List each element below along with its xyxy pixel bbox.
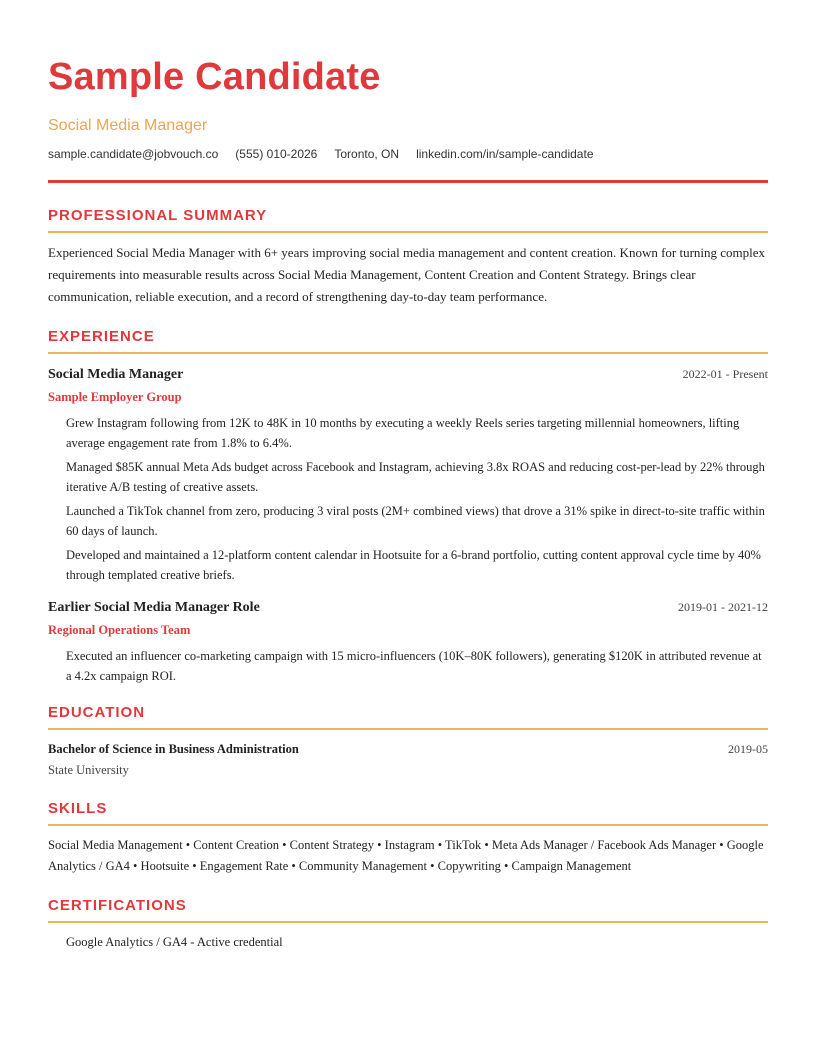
- experience-heading: EXPERIENCE: [48, 328, 155, 345]
- certifications-divider: [48, 921, 768, 923]
- certification-item: Google Analytics / GA4 - Active credential: [66, 935, 283, 949]
- job-employer: Regional Operations Team: [48, 623, 191, 637]
- job-dates: 2019-01 - 2021-12: [678, 600, 768, 614]
- job-entry: [48, 366, 768, 585]
- candidate-role: Social Media Manager: [48, 117, 208, 134]
- school-name: State University: [48, 763, 129, 777]
- degree: Bachelor of Science in Business Administration: [48, 742, 299, 756]
- job-bullets: [48, 646, 768, 686]
- experience-divider: [48, 352, 768, 354]
- education-section: [48, 704, 768, 778]
- job-title: Social Media Manager: [48, 367, 184, 382]
- job-title: Earlier Social Media Manager Role: [48, 600, 260, 615]
- skills-section: [48, 800, 768, 877]
- job-dates: 2022-01 - Present: [682, 367, 768, 381]
- summary-heading: PROFESSIONAL SUMMARY: [48, 207, 268, 224]
- education-date: 2019-05: [728, 742, 768, 756]
- contact-phone: (555) 010-2026: [235, 147, 318, 161]
- job-bullet: Executed an influencer co-marketing campaign with 15 micro-influencers (10K–80K followers), generating $120K in attributed revenue at a 4.2x campaign ROI.: [66, 649, 762, 683]
- summary-section: [48, 207, 768, 308]
- certifications-section: [48, 897, 768, 950]
- candidate-name: Sample Candidate: [48, 56, 381, 98]
- resume-header: [48, 54, 768, 183]
- education-entry: [48, 742, 768, 778]
- job-bullets: [48, 413, 768, 585]
- contact-line: [48, 146, 768, 162]
- summary-divider: [48, 231, 768, 233]
- job-bullet: Developed and maintained a 12-platform content calendar in Hootsuite for a 6-brand portfolio, cutting content approval cycle time by 40% through templated creative briefs.: [66, 548, 761, 582]
- contact-location: Toronto, ON: [334, 147, 400, 161]
- contact-email: sample.candidate@jobvouch.co: [48, 147, 219, 161]
- skills-text: Social Media Management • Content Creation • Content Strategy • Instagram • TikTok • Meta Ads Manager / Facebook Ads Manager • Google Analytics / GA4 • Hootsuite • Engagement Rate • Community Management • Copywriting • Campaign Management: [48, 838, 764, 873]
- job-employer: Sample Employer Group: [48, 390, 182, 404]
- education-divider: [48, 728, 768, 730]
- job-bullet: Launched a TikTok channel from zero, producing 3 viral posts (2M+ combined views) that drove a 31% spike in direct-to-site traffic within 60 days of launch.: [66, 504, 765, 538]
- contact-linkedin: linkedin.com/in/sample-candidate: [416, 147, 594, 161]
- job-entry: [48, 599, 768, 686]
- skills-divider: [48, 824, 768, 826]
- job-bullet: Managed $85K annual Meta Ads budget across Facebook and Instagram, achieving 3.8x ROAS and reducing cost-per-lead by 22% through iterative A/B testing of creative assets.: [66, 460, 765, 494]
- header-divider: [48, 180, 768, 183]
- education-heading: EDUCATION: [48, 704, 146, 721]
- summary-text: Experienced Social Media Manager with 6+ years improving social media management and content creation. Known for turning complex requirements into measurable results across Social Media Management, Content Creation and Content Strategy. Brings clear communication, reliable execution, and a record of strengthening day-to-day team performance.: [48, 245, 766, 304]
- experience-section: [48, 328, 768, 686]
- skills-heading: SKILLS: [48, 800, 108, 817]
- job-bullet: Grew Instagram following from 12K to 48K in 10 months by executing a weekly Reels series targeting millennial homeowners, lifting average engagement rate from 1.8% to 6.4%.: [66, 416, 740, 450]
- certifications-heading: CERTIFICATIONS: [48, 897, 187, 914]
